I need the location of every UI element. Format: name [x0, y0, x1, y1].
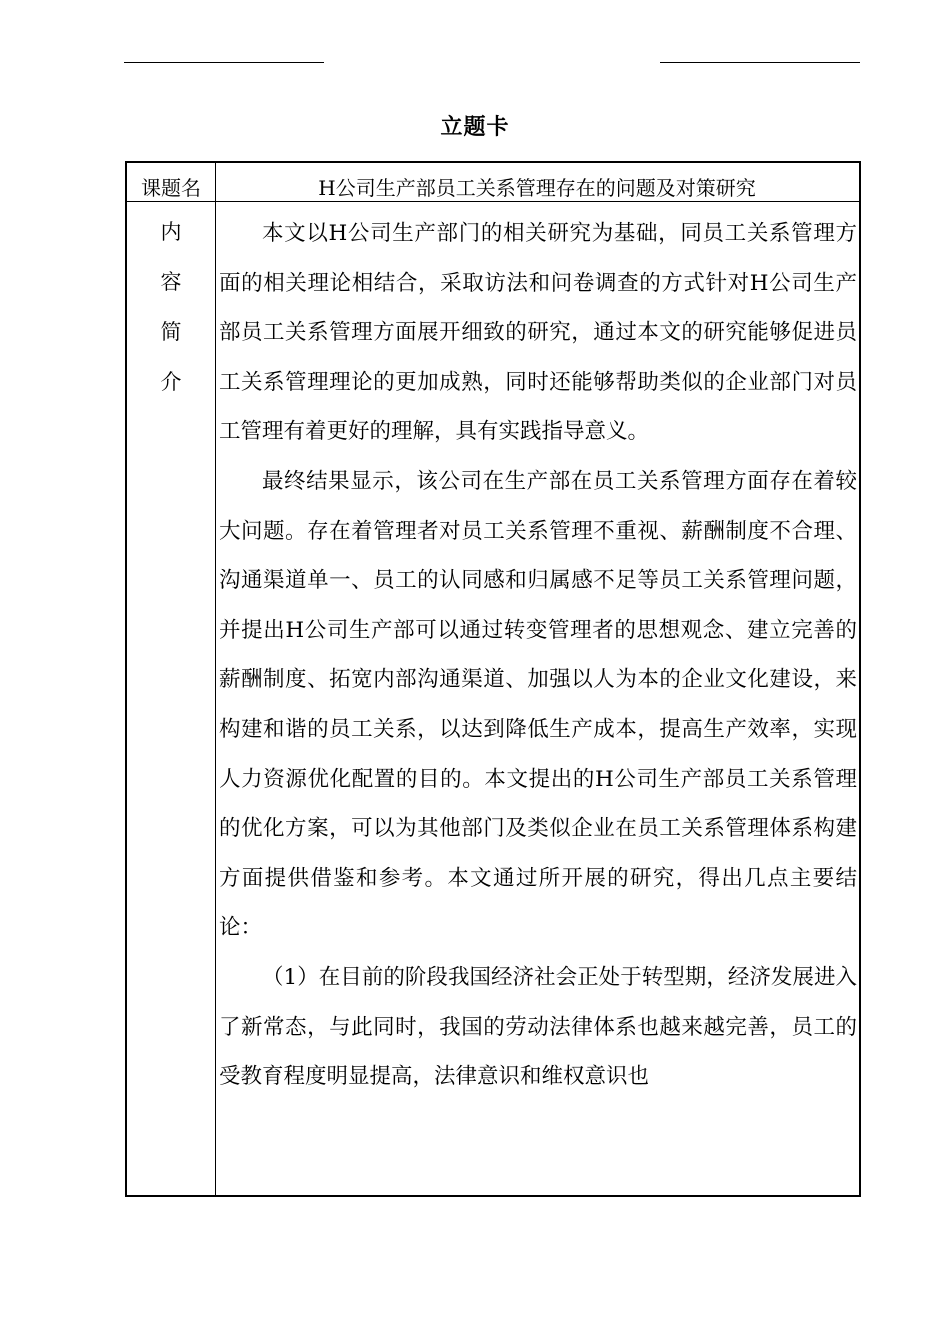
- summary-label-char: 容: [160, 270, 182, 294]
- summary-paragraph: 最终结果显示，该公司在生产部在员工关系管理方面存在着较大问题。存在着管理者对员工关系管理不重视、薪酬制度不合理、沟通渠道单一、员工的认同感和归属感不足等员工关系管理问题，并提出H公司生产部可以通过转变管理者的思想观念、建立完善的薪酬制度、拓宽内部沟通渠道、加强以人为本的企业文化建设，来构建和谐的员工关系，以达到降低生产成本，提高生产效率，实现人力资源优化配置的目的。本文提出的H公司生产部员工关系管理的优化方案，可以为其他部门及类似企业在员工关系管理体系构建方面提供借鉴和参考。本文通过所开展的研究，得出几点主要结论：: [219, 468, 857, 941]
- summary-label-char: 简: [160, 320, 182, 344]
- page-title: 立题卡: [440, 115, 510, 140]
- summary-label-char: 介: [160, 370, 182, 394]
- summary-content: [219, 209, 857, 1102]
- subject-label: 课题名: [141, 176, 201, 200]
- table-row-divider: [127, 201, 859, 202]
- header-rule-left: [124, 62, 324, 63]
- proposal-card-table: [125, 161, 861, 1197]
- table-column-divider: [215, 163, 216, 1195]
- summary-label: [127, 207, 215, 407]
- summary-paragraph: 本文以H公司生产部门的相关研究为基础，同员工关系管理方面的相关理论相结合，采取访法和问卷调查的方式针对H公司生产部员工关系管理方面展开细致的研究，通过本文的研究能够促进员工关系管理理论的更加成熟，同时还能够帮助类似的企业部门对员工管理有着更好的理解，具有实践指导意义。: [219, 221, 857, 445]
- summary-label-char: 内: [160, 220, 182, 244]
- subject-value: H公司生产部员工关系管理存在的问题及对策研究: [318, 176, 756, 200]
- summary-paragraph: （1）在目前的阶段我国经济社会正处于转型期，经济发展进入了新常态，与此同时，我国的劳动法律体系也越来越完善，员工的受教育程度明显提高，法律意识和维权意识也: [219, 964, 857, 1090]
- header-rule-right: [660, 62, 860, 63]
